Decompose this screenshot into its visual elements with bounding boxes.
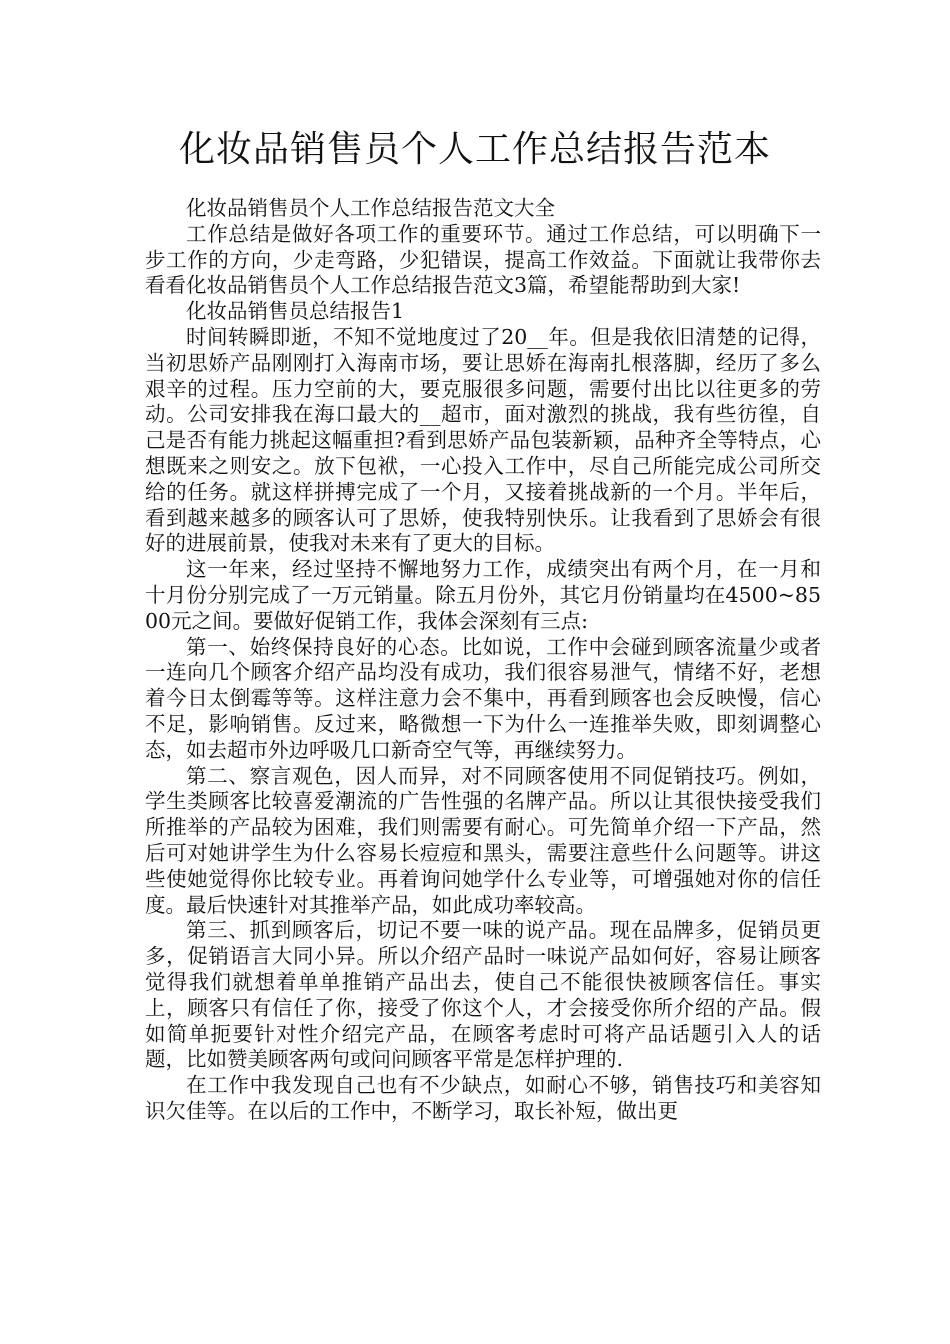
body-paragraph: 第二、察言观色，因人而异，对不同顾客使用不同促销技巧。例如，学生类顾客比较喜爱潮流的广告性强的名牌产品。所以让其很快接受我们所推举的产品较为困难，我们则需要有耐心。可先简单介绍一下产品，然后可对她讲学生为什么容易长痘痘和黑头，需要注意些什么问题等。讲这些使她觉得你比较专业。再着询问她学什么专业等，可增强她对你的信任度。最后快速针对其推举产品，如此成功率较高。 [145,763,821,917]
intro-paragraph: 工作总结是做好各项工作的重要环节。通过工作总结，可以明确下一步工作的方向，少走弯路，少犯错误，提高工作效益。下面就让我带你去看看化妆品销售员个人工作总结报告范文3篇，希望能帮助到大家! [145,221,821,298]
body-paragraph: 时间转瞬即逝，不知不觉地度过了20__年。但是我依旧清楚的记得，当初思娇产品刚刚打入海南市场，要让思娇在海南扎根落脚，经历了多么艰辛的过程。压力空前的大，要克服很多问题，需要付出比以往更多的劳动。公司安排我在海口最大的__超市，面对激烈的挑战，我有些彷徨，自己是否有能力挑起这幅重担?看到思娇产品包装新颖，品种齐全等特点，心想既来之则安之。放下包袱，一心投入工作中，尽自己所能完成公司所交给的任务。就这样拼搏完成了一个月，又接着挑战新的一个月。半年后，看到越来越多的顾客认可了思娇，使我特别快乐。让我看到了思娇会有很好的进展前景，使我对未来有了更大的目标。 [145,324,821,556]
body-paragraph: 第三、抓到顾客后，切记不要一味的说产品。现在品牌多，促销员更多，促销语言大同小异。所以介绍产品时一味说产品如何好，容易让顾客觉得我们就想着单单推销产品出去，使自己不能很快被顾客信任。事实上，顾客只有信任了你，接受了你这个人，才会接受你所介绍的产品。假如简单扼要针对性介绍完产品，在顾客考虑时可将产品话题引入人的话题，比如赞美顾客两句或问问顾客平常是怎样护理的. [145,918,821,1072]
document-body [145,196,821,1125]
document-title: 化妆品销售员个人工作总结报告范本 [178,129,771,170]
body-paragraph: 第一、始终保持良好的心态。比如说，工作中会碰到顾客流量少或者一连向几个顾客介绍产品均没有成功，我们很容易泄气，情绪不好，老想着今日太倒霉等等。这样注意力会不集中，再看到顾客也会反映慢，信心不足，影响销售。反过来，略微想一下为什么一连推举失败，即刻调整心态，如去超市外边呼吸几口新奇空气等，再继续努力。 [145,634,821,762]
section-heading: 化妆品销售员总结报告1 [186,299,405,324]
body-paragraph: 这一年来，经过坚持不懈地努力工作，成绩突出有两个月，在一月和十月份分别完成了一万元销量。除五月份外，其它月份销量均在4500~8500元之间。要做好促销工作，我体会深刻有三点: [145,557,821,633]
subtitle-paragraph: 化妆品销售员个人工作总结报告范文大全 [186,196,555,220]
body-paragraph: 在工作中我发现自己也有不少缺点，如耐心不够，销售技巧和美容知识欠佳等。在以后的工作中，不断学习，取长补短，做出更 [145,1073,821,1123]
